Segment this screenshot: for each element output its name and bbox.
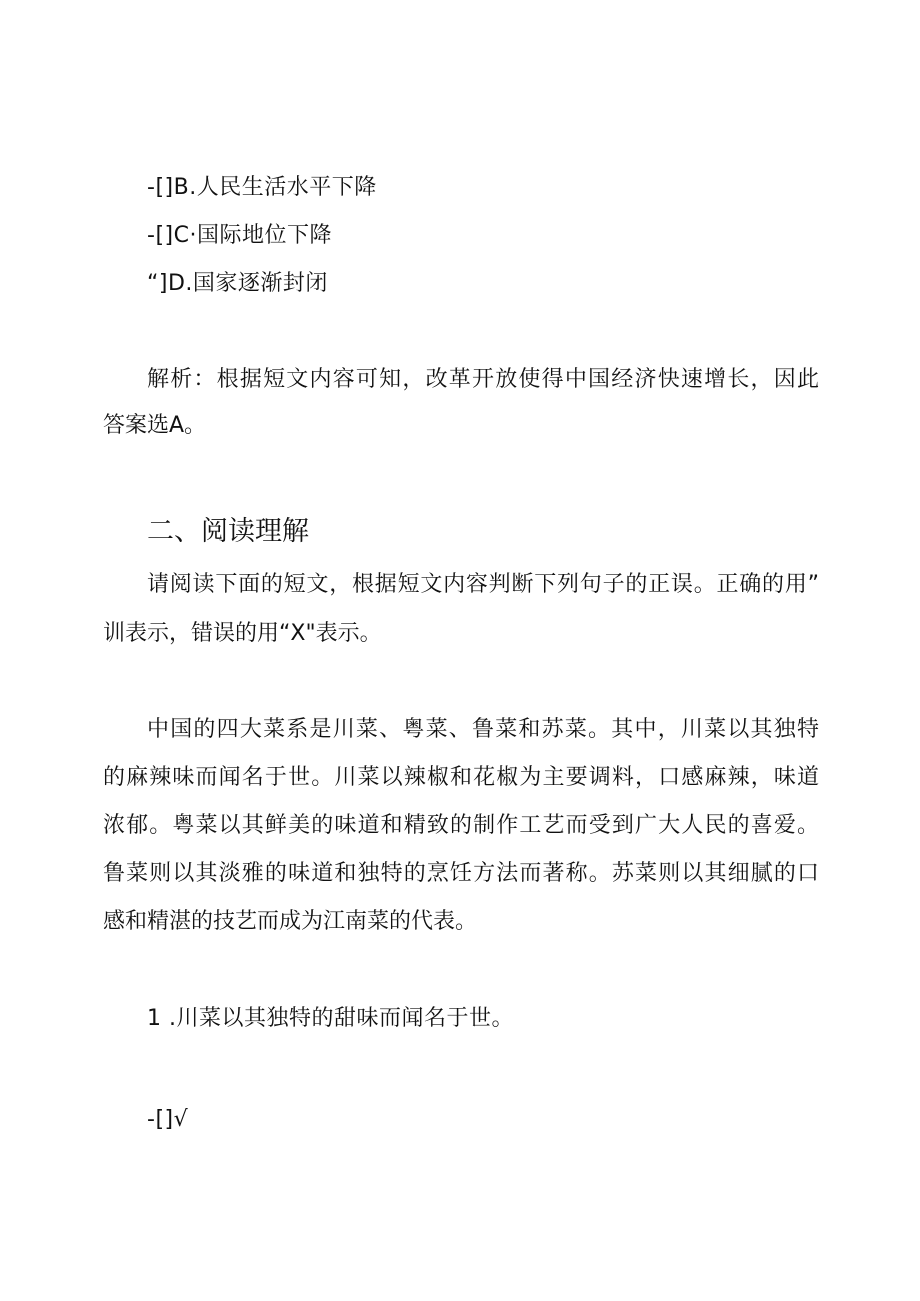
passage-line-1: 中国的四大菜系是川菜、粤菜、鲁菜和苏菜。其中，川菜以其独特 <box>147 717 819 742</box>
question-1: 1 .川菜以其独特的甜味而闻名于世。 <box>147 1006 514 1031</box>
instruction-line-2: 训表示，错误的用“X"表示。 <box>103 621 382 646</box>
instruction-line-1: 请阅读下面的短文，根据短文内容判断下列句子的正误。正确的用” <box>147 572 819 597</box>
question-1-answer: -[]√ <box>147 1107 189 1132</box>
passage-line-3: 浓郁。粤菜以其鲜美的味道和精致的制作工艺而受到广大人民的喜爱。 <box>103 813 819 838</box>
analysis-line-2: 答案选A。 <box>103 413 207 438</box>
passage-line-2: 的麻辣味而闻名于世。川菜以辣椒和花椒为主要调料，口感麻辣，味道 <box>103 765 819 790</box>
option-c: -[]C·国际地位下降 <box>147 223 332 248</box>
passage-line-4: 鲁菜则以其淡雅的味道和独特的烹饪方法而著称。苏菜则以其细腻的口 <box>103 861 819 886</box>
passage-line-5: 感和精湛的技艺而成为江南菜的代表。 <box>103 909 478 934</box>
option-d: “]D.国家逐渐封闭 <box>147 271 328 296</box>
analysis-line-1: 解析：根据短文内容可知，改革开放使得中国经济快速增长，因此 <box>147 367 819 392</box>
option-b: -[]B.人民生活水平下降 <box>147 175 377 200</box>
section-title: 二、阅读理解 <box>147 516 309 547</box>
